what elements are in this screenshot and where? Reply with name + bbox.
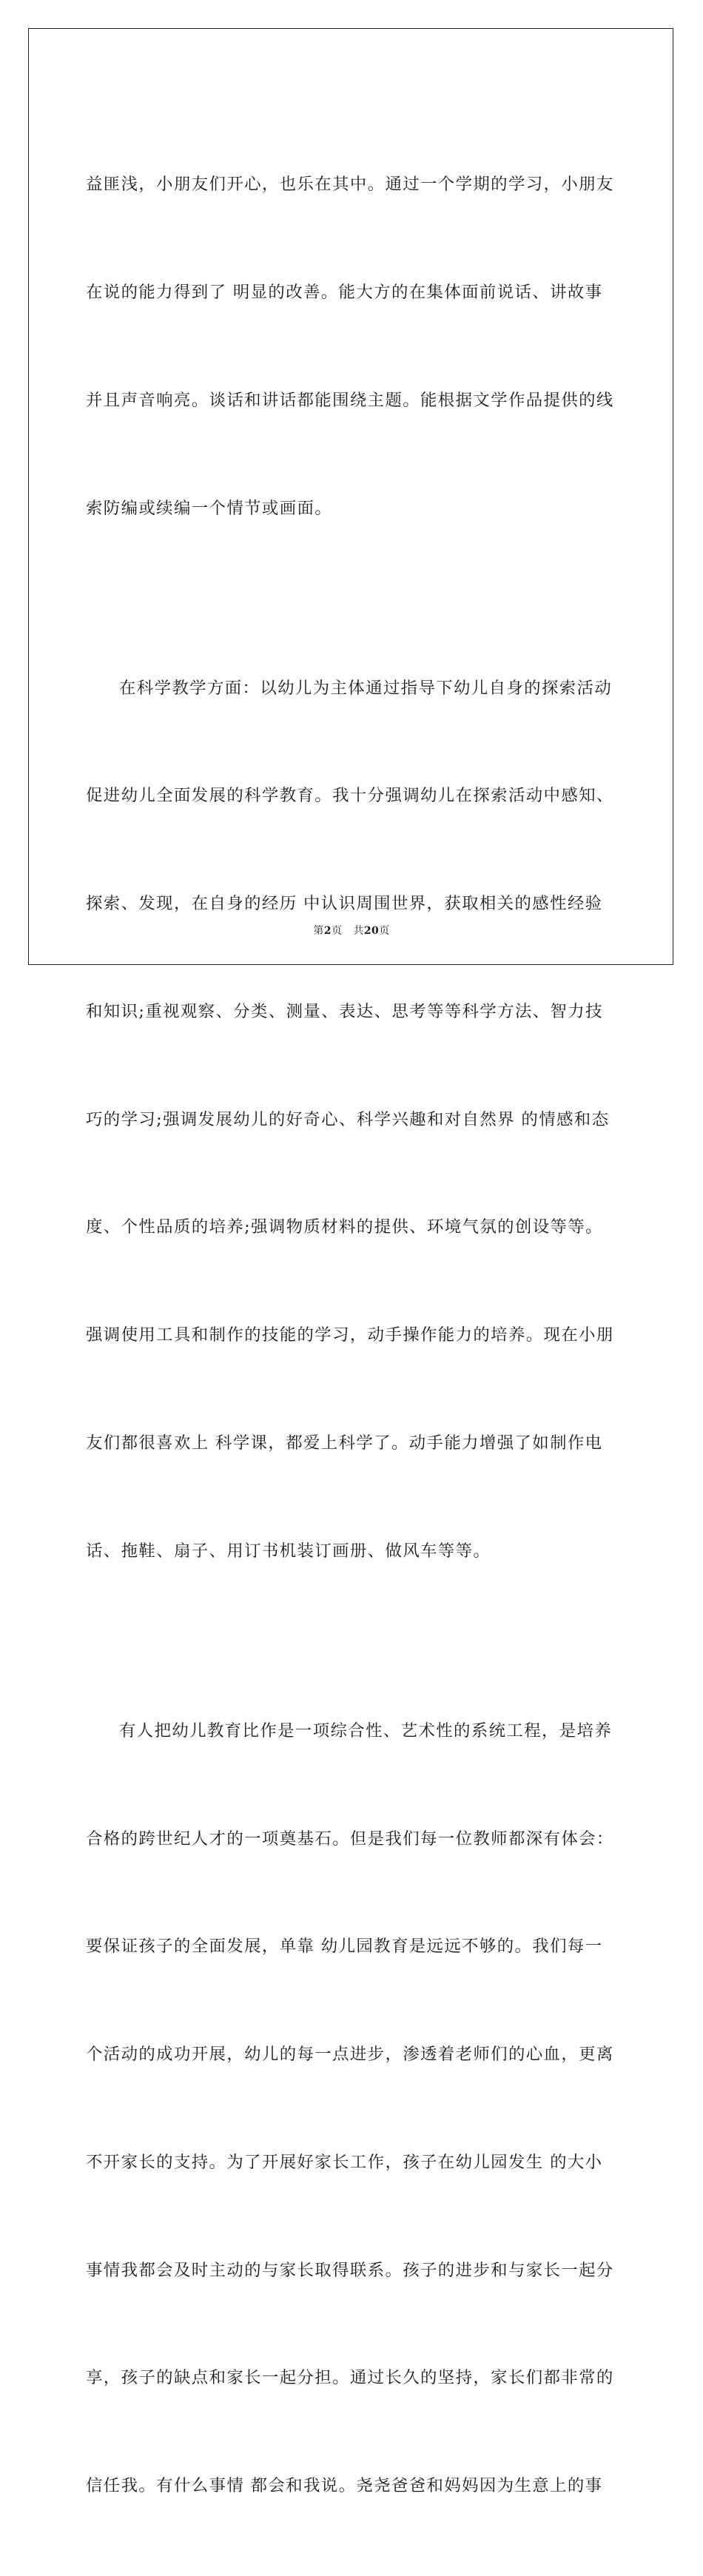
text-line: 探索、发现，在自身的经历 中认识周围世界，获取相关的感性经验 xyxy=(86,894,603,914)
text-line: 在说的能力得到了 明显的改善。能大方的在集体面前说话、讲故事 xyxy=(86,282,603,302)
text-line: 话、拖鞋、扇子、用订书机装订画册、做风车等等。 xyxy=(86,1541,491,1561)
page-prefix: 第 xyxy=(313,925,324,937)
paragraph-1 xyxy=(86,95,619,598)
text-line: 度、个性品质的培养;强调物质材料的提供、环境气氛的创设等等。 xyxy=(86,1217,603,1237)
text-line: 事情我都会及时主动的与家长取得联系。孩子的进步和与家长一起分 xyxy=(86,2260,614,2280)
text-line: 巧的学习;强调发展幼儿的好奇心、科学兴趣和对自然界 的情感和态 xyxy=(86,1109,610,1129)
text-line: 享，孩子的缺点和家长一起分担。通过长久的坚持，家长们都非常的 xyxy=(86,2368,614,2388)
page-number: 2 xyxy=(323,925,332,937)
text-line: 促进幼儿全面发展的科学教育。我十分强调幼儿在探索活动中感知、 xyxy=(86,786,614,806)
text-line: 索防编或续编一个情节或画面。 xyxy=(86,498,333,518)
total-prefix: 共 xyxy=(353,925,364,937)
paragraph-3 xyxy=(86,1641,619,2576)
page-suffix: 页 xyxy=(331,925,343,937)
text-line: 友们都很喜欢上 科学课，都爱上科学了。动手能力增强了如制作电 xyxy=(86,1433,603,1453)
text-line: 要保证孩子的全面发展，单靠 幼儿园教育是远远不够的。我们每一 xyxy=(86,1937,603,1957)
text-line: 并且声音响亮。谈话和讲话都能围绕主题。能根据文学作品提供的线 xyxy=(86,390,614,410)
text-line: 和知识;重视观察、分类、测量、表达、思考等等科学方法、智力技 xyxy=(86,1001,603,1021)
total-pages: 20 xyxy=(363,925,380,937)
text-line: 强调使用工具和制作的技能的学习，动手操作能力的培养。现在小朋 xyxy=(86,1325,614,1345)
text-line: 信任我。有什么事情 都会和我说。尧尧爸爸和妈妈因为生意上的事 xyxy=(86,2476,603,2496)
document-body xyxy=(86,95,619,2576)
text-line: 个活动的成功开展，幼儿的每一点进步，渗透着老师们的心血，更离 xyxy=(86,2045,614,2065)
text-line: 有人把幼儿教育比作是一项综合性、艺术性的系统工程，是培养 xyxy=(119,1721,613,1741)
text-line: 益匪浅，小朋友们开心，也乐在其中。通过一个学期的学习，小朋友 xyxy=(86,175,614,195)
text-line: 在科学教学方面：以幼儿为主体通过指导下幼儿自身的探索活动 xyxy=(119,678,613,698)
total-suffix: 页 xyxy=(379,925,390,937)
text-line: 合格的跨世纪人才的一项奠基石。但是我们每一位教师都深有体会： xyxy=(86,1829,614,1849)
text-line: 不开家长的支持。为了开展好家长工作，孩子在幼儿园发生 的大小 xyxy=(86,2152,603,2172)
paragraph-2 xyxy=(86,598,619,1641)
page-footer xyxy=(0,923,703,938)
